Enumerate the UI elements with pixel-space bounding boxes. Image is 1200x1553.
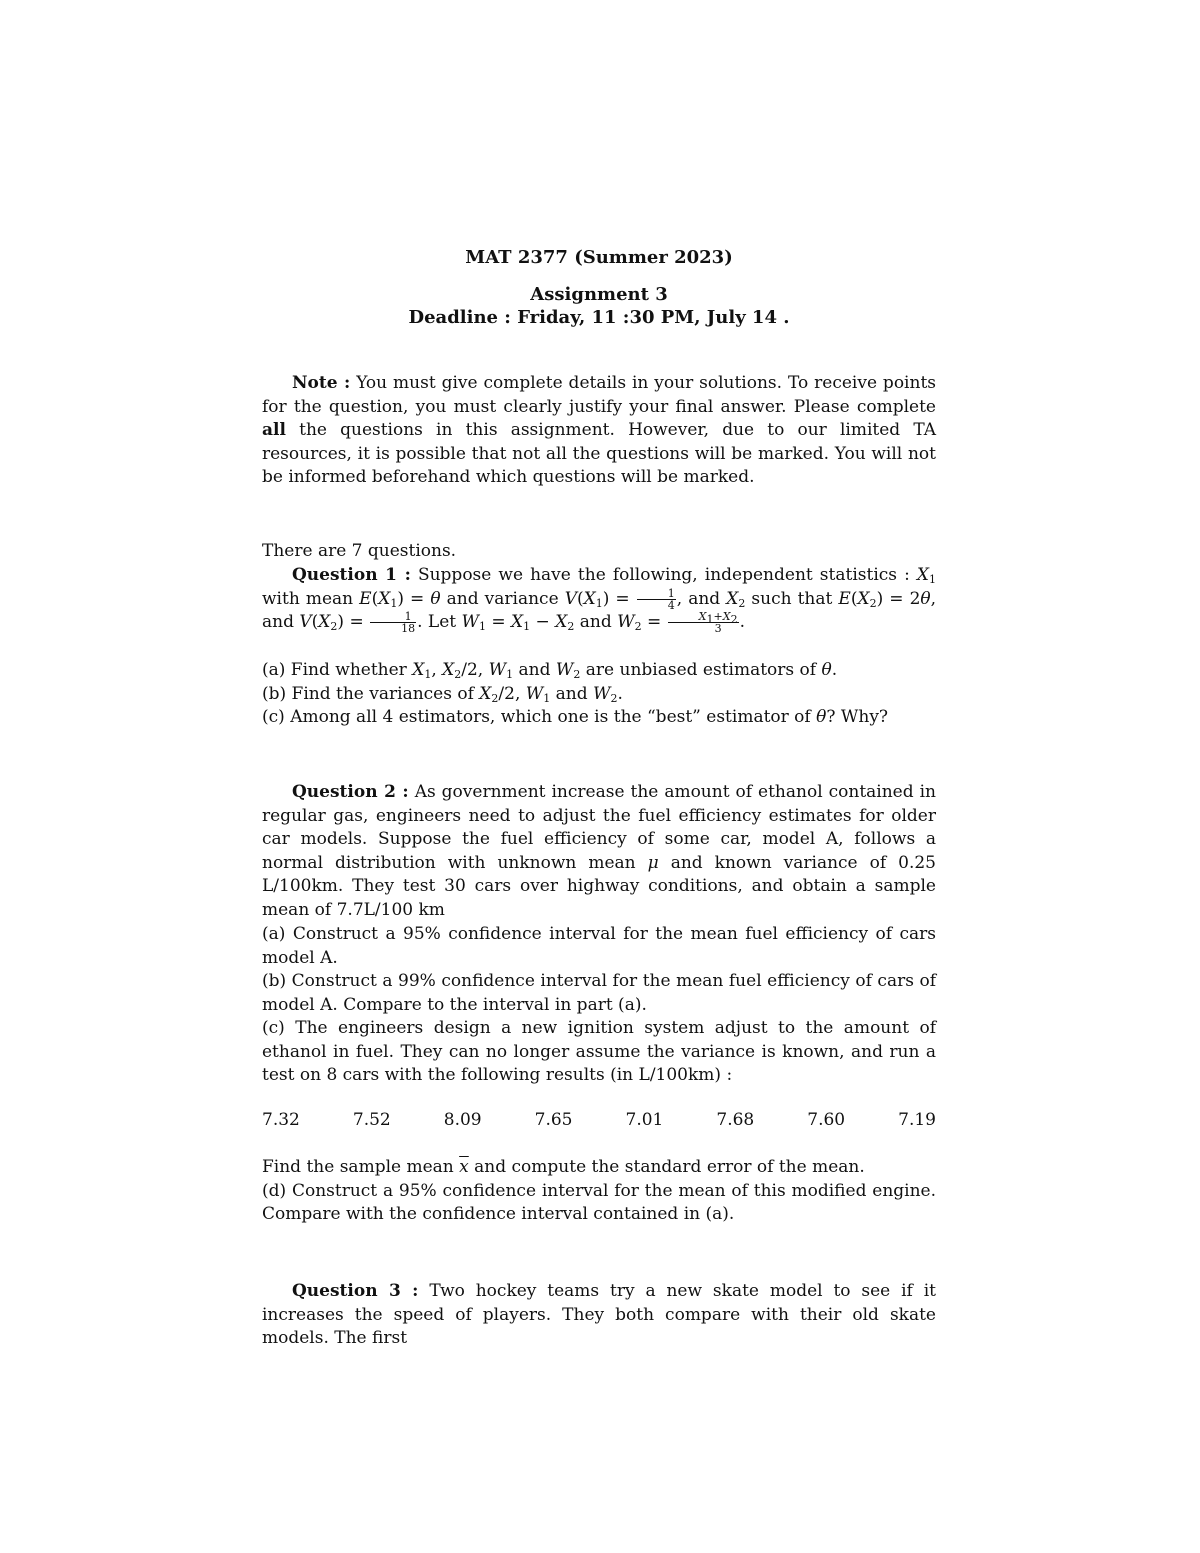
sample-value: 7.32 <box>262 1110 300 1130</box>
sample-mean-instruction: Find the sample mean $\overline{x}$ and compute the standard error of the mean. <box>262 1157 865 1177</box>
assignment-title: Assignment 3 <box>530 284 668 305</box>
question-1b: (b) Find the variances of $X_2/2$, $W_1$ and $W_2$. <box>262 683 623 705</box>
emphasis-all: all <box>262 420 286 440</box>
sample-value: 7.60 <box>807 1110 846 1130</box>
note-paragraph: Note : You must give complete details in your solutions. To receive points for the question, you must clearly justify your final answer. Please complete all the questions in this assignment. However, due to our limited TA resources, it is possible that not all the questions will be marked. You will not be informed beforehand which questions will be marked. <box>262 373 937 487</box>
course-title: MAT 2377 (Summer 2023) <box>465 247 733 268</box>
note-label: Note : <box>292 373 351 393</box>
sample-value: 8.09 <box>443 1110 482 1130</box>
question-2a: (a) Construct a 95% confidence interval for the mean fuel efficiency of cars model A. <box>262 924 936 968</box>
sample-values-row <box>262 1109 936 1133</box>
fraction-one-quarter: $\frac{1}{4}$ <box>637 588 676 611</box>
question-2d: (d) Construct a 95% confidence interval for the mean of this modified engine. Compare with the confidence interval contained in (a). <box>262 1180 936 1224</box>
fraction-one-eighteenth: $\frac{1}{18}$ <box>370 611 416 634</box>
sample-value: 7.65 <box>534 1110 573 1130</box>
intro-line: There are 7 questions. <box>262 541 457 561</box>
sample-value: 7.52 <box>352 1110 391 1130</box>
question-3: Question 3 : Two hockey teams try a new skate model to see if it increases the speed of players. They both compare with their old skate models. The first <box>262 1281 936 1348</box>
question-3-label: Question 3 : <box>292 1281 419 1301</box>
question-1c: (c) Among all 4 estimators, which one is the “best” estimator of θ? Why? <box>262 707 889 727</box>
question-2-parts <box>262 923 936 1088</box>
question-1a: (a) Find whether $X_1$, $X_2/2$, $W_1$ and $W_2$ are unbiased estimators of θ. <box>262 660 838 681</box>
question-1: Question 1 : Suppose we have the following, independent statistics : $X_1$ with mean $E(X_1) = \theta$ and variance $V(X_1)$ = $\frac{1}{4}$ , and $X_2$ such that $E(X_2) = 2\theta$, and $V(X_2)$ = $\frac{1}{18}$ . Let $W_1 = X_1 - X_2$ and $W_2$ = $\frac{X_1+X_2}{3}$ . <box>262 565 937 635</box>
deadline: Deadline : Friday, 11 :30 PM, July 14 . <box>408 307 790 328</box>
fraction-mean-x: $\frac{X_1+X_2}{3}$ <box>668 611 739 634</box>
question-2c: (c) The engineers design a new ignition system adjust to the amount of ethanol in fuel. They can no longer assume the variance is known, and run a test on 8 cars with the following results (in L/100km) : <box>262 1018 936 1085</box>
question-2-label: Question 2 : <box>292 782 409 802</box>
sample-value: 7.01 <box>625 1110 664 1130</box>
question-2-continued <box>262 1156 936 1227</box>
sample-value: 7.68 <box>716 1110 755 1130</box>
question-1-label: Question 1 : <box>292 565 411 585</box>
question-2b: (b) Construct a 99% confidence interval for the mean fuel efficiency of cars of model A. Compare to the interval in part (a). <box>262 971 936 1015</box>
question-1-parts <box>262 659 936 730</box>
sample-value: 7.19 <box>898 1110 936 1130</box>
question-2: Question 2 : As government increase the amount of ethanol contained in regular gas, engineers need to adjust the fuel efficiency estimates for older car models. Suppose the fuel efficiency of some car, model A, follows a normal distribution with unknown mean μ and known variance of 0.25 L/100km. They test 30 cars over highway conditions, and obtain a sample mean of 7.7L/100 km <box>262 782 937 920</box>
